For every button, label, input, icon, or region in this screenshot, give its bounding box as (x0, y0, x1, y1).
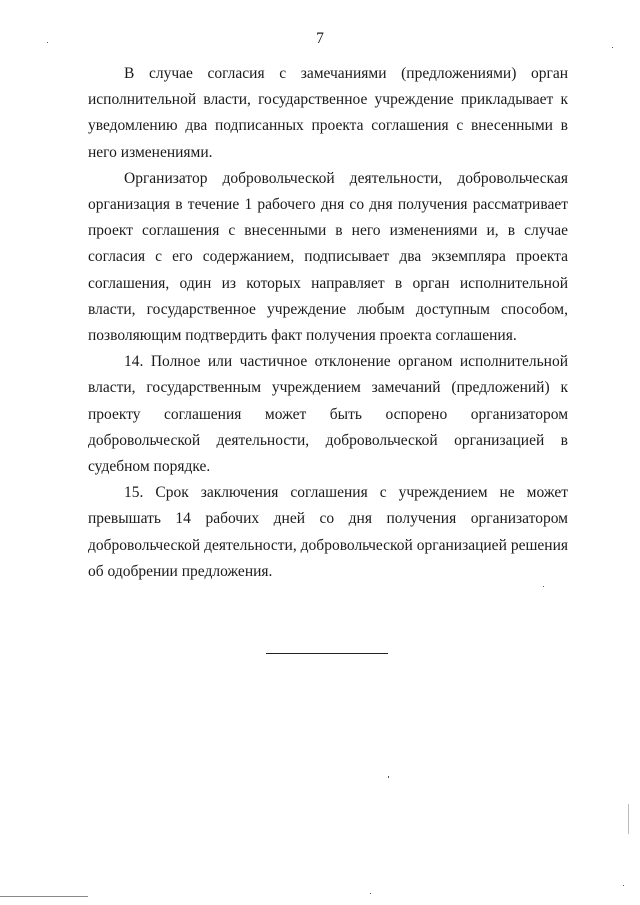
scan-speck (47, 42, 48, 43)
paragraph-item-15: 15. Срок заключения соглашения с учреждением не может превышать 14 рабочих дней со дня получения организатором добровольческой деятельности, добровольческой организацией решения об одобрении предложения. (88, 484, 568, 580)
scan-speck (370, 893, 371, 894)
scan-speck (628, 804, 629, 834)
paragraph-organizer-review: Организатор добровольческой деятельности, добровольческая организация в течение 1 рабочего дня со дня получения рассматривает проект соглашения с внесенными в него изменениями и, в случае согласия с его содержанием, подписывает два экземпляра проекта соглашения, один из которых направляет в орган исполнительной власти, государственное учреждение любым доступным способом, позволяющим подтвердить факт получения проекта соглашения. (88, 169, 568, 345)
paragraph-remarks-agreement: В случае согласия с замечаниями (предложениями) орган исполнительной власти, государственное учреждение прикладывает к уведомлению два подписанных проекта соглашения с внесенными в него изменениями. (88, 65, 568, 161)
scan-speck (623, 885, 624, 886)
end-separator-line (266, 653, 388, 654)
page-number: 7 (316, 30, 324, 47)
scan-speck (388, 776, 389, 778)
scan-edge-line (0, 896, 88, 897)
document-body (88, 61, 568, 585)
scan-speck (612, 47, 613, 48)
paragraph-item-14: 14. Полное или частичное отклонение органом исполнительной власти, государственным учреждением замечаний (предложений) к проекту соглашения может быть оспорено организатором добровольческой деятельности, добровольческой организацией в судебном порядке. (88, 353, 568, 476)
scan-speck (543, 586, 544, 587)
